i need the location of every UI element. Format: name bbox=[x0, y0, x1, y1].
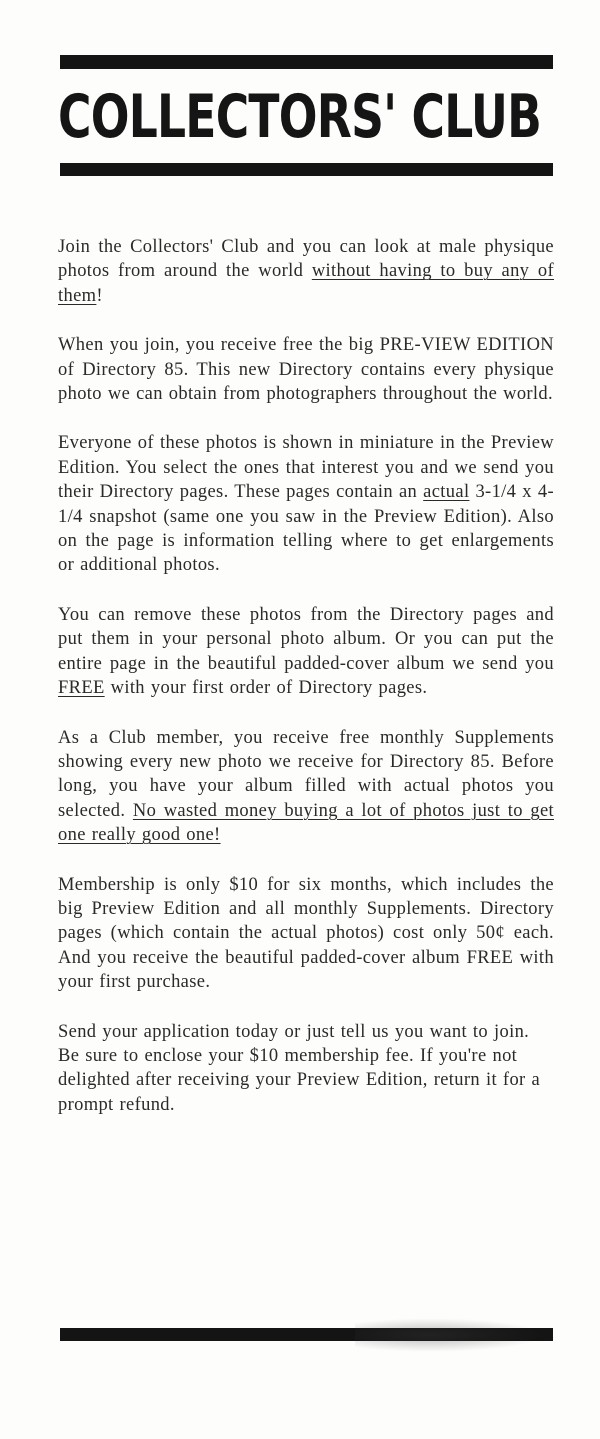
paragraph-preview-edition: When you join, you receive free the big PRE-VIEW EDITION of Directory 85. This new Directory contains every physique photo we can obtain from photographers throughout the world. bbox=[58, 335, 554, 405]
paragraph-album bbox=[58, 603, 554, 701]
text-span: with your first order of Directory pages. bbox=[104, 678, 428, 699]
paragraph-supplements bbox=[58, 726, 554, 848]
paragraph-selection bbox=[58, 431, 554, 577]
underlined-text: actual bbox=[423, 482, 470, 503]
paragraph-apply: Send your application today or just tell us you want to join. Be sure to enclose your $10 membership fee. If you're not delighted after receiving your Preview Edition, return it for a prompt refund. bbox=[58, 1021, 541, 1115]
text-span: You can remove these photos from the Directory pages and put them in your personal photo album. Or you can put the entire page in the beautiful padded-cover album we send you bbox=[58, 604, 554, 674]
text-span: Everyone of these photos is shown in miniature in the Preview Edition. You select the ones that interest you and we send you their Directory pages. These pages contain an bbox=[58, 433, 554, 503]
article-body bbox=[58, 235, 554, 1142]
print-smudge bbox=[355, 1318, 545, 1352]
text-span: Join the Collectors' Club and you can look at male physique photos from around the world bbox=[58, 237, 554, 282]
paragraph-intro bbox=[58, 235, 554, 308]
underlined-text: without having to buy any of them bbox=[58, 261, 554, 306]
text-span: 3-1/4 x 4-1/4 snapshot (same one you saw in the Preview Edition). Also on the page is information telling where to get enlargements or additional photos. bbox=[58, 482, 554, 576]
underlined-text: No wasted money buying a lot of photos just to get one really good one! bbox=[58, 800, 554, 846]
paragraph-membership: Membership is only $10 for six months, which includes the big Preview Edition and all monthly Supplements. Directory pages (which contain the actual photos) cost only 50¢ each. And you receive the beautiful padded-cover album FREE with your first purchase. bbox=[58, 874, 554, 993]
text-span: ! bbox=[96, 285, 103, 306]
page-title: COLLECTORS' CLUB bbox=[58, 82, 542, 152]
underlined-text: FREE bbox=[58, 678, 105, 699]
top-rule bbox=[60, 55, 553, 69]
title-underline-rule bbox=[60, 163, 553, 176]
text-span: As a Club member, you receive free monthly Supplements showing every new photo we receive for Directory 85. Before long, you have your album filled with actual photos you selected. bbox=[58, 727, 554, 821]
